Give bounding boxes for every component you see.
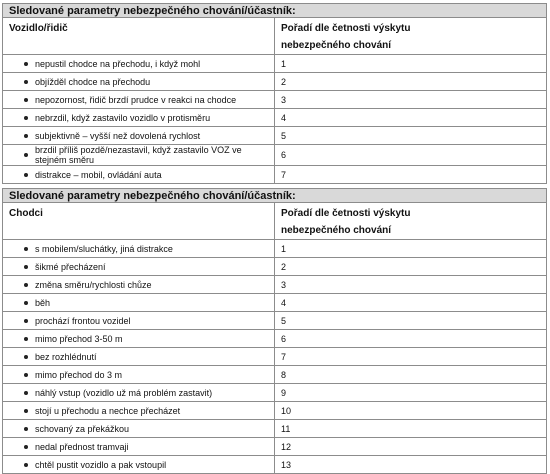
bullet-icon bbox=[24, 373, 28, 377]
bullet-icon bbox=[24, 80, 28, 84]
rank-cell: 5 bbox=[275, 312, 547, 330]
bullet-icon bbox=[24, 116, 28, 120]
behavior-cell bbox=[3, 366, 275, 384]
table-row bbox=[3, 348, 547, 366]
table-row bbox=[3, 312, 547, 330]
table-row bbox=[3, 456, 547, 474]
behavior-cell bbox=[3, 438, 275, 456]
rank-cell: 4 bbox=[275, 294, 547, 312]
table-caption: Sledované parametry nebezpečného chování/účastník: bbox=[3, 189, 547, 203]
table-row bbox=[3, 109, 547, 127]
bullet-icon bbox=[24, 247, 28, 251]
rank-cell: 7 bbox=[275, 166, 547, 184]
table-row bbox=[3, 240, 547, 258]
table-row bbox=[3, 91, 547, 109]
table-row bbox=[3, 402, 547, 420]
bullet-icon bbox=[24, 391, 28, 395]
table-row bbox=[3, 127, 547, 145]
behavior-cell bbox=[3, 145, 275, 166]
bullet-icon bbox=[24, 319, 28, 323]
bullet-icon bbox=[24, 409, 28, 413]
column-header-rank bbox=[275, 203, 547, 240]
behavior-text: prochází frontou vozidel bbox=[35, 315, 131, 326]
behavior-cell bbox=[3, 276, 275, 294]
bullet-icon bbox=[24, 98, 28, 102]
table-row bbox=[3, 366, 547, 384]
behavior-cell bbox=[3, 109, 275, 127]
bullet-icon bbox=[24, 301, 28, 305]
table-row bbox=[3, 145, 547, 166]
rank-cell: 1 bbox=[275, 240, 547, 258]
rank-cell: 3 bbox=[275, 91, 547, 109]
behavior-cell bbox=[3, 348, 275, 366]
table-row bbox=[3, 294, 547, 312]
column-header-pedestrians: Chodci bbox=[3, 203, 275, 240]
behavior-text: schovaný za překážkou bbox=[35, 423, 130, 434]
driver-behavior-table bbox=[2, 3, 547, 184]
behavior-cell bbox=[3, 240, 275, 258]
bullet-icon bbox=[24, 355, 28, 359]
behavior-cell bbox=[3, 312, 275, 330]
table-row bbox=[3, 276, 547, 294]
table-row bbox=[3, 166, 547, 184]
behavior-cell bbox=[3, 73, 275, 91]
rank-cell: 13 bbox=[275, 456, 547, 474]
behavior-text: nebrzdil, když zastavilo vozidlo v protisměru bbox=[35, 112, 211, 123]
behavior-cell bbox=[3, 420, 275, 438]
table-row bbox=[3, 384, 547, 402]
behavior-text: distrakce – mobil, ovládání auta bbox=[35, 169, 162, 180]
behavior-cell bbox=[3, 384, 275, 402]
behavior-text: šikmé přecházení bbox=[35, 261, 106, 272]
table-row bbox=[3, 55, 547, 73]
rank-cell: 2 bbox=[275, 73, 547, 91]
behavior-text: stojí u přechodu a nechce přecházet bbox=[35, 405, 181, 416]
bullet-icon bbox=[24, 463, 28, 467]
behavior-text: běh bbox=[35, 297, 51, 308]
table-row bbox=[3, 438, 547, 456]
rank-cell: 10 bbox=[275, 402, 547, 420]
bullet-icon bbox=[24, 445, 28, 449]
rank-header-line1: Pořadí dle četnosti výskytu bbox=[281, 208, 411, 219]
behavior-cell bbox=[3, 402, 275, 420]
behavior-text: bez rozhlédnutí bbox=[35, 351, 97, 362]
behavior-text: chtěl pustit vozidlo a pak vstoupil bbox=[35, 459, 167, 470]
rank-cell: 8 bbox=[275, 366, 547, 384]
rank-header-line2: nebezpečného chování bbox=[281, 225, 392, 236]
rank-cell: 6 bbox=[275, 145, 547, 166]
column-header-rank bbox=[275, 18, 547, 55]
behavior-text: brzdil příliš pozdě/nezastavil, když zastavilo VOZ ve stejném směru bbox=[35, 145, 242, 165]
behavior-text: mimo přechod do 3 m bbox=[35, 369, 123, 380]
bullet-icon bbox=[24, 265, 28, 269]
behavior-cell bbox=[3, 294, 275, 312]
behavior-cell bbox=[3, 127, 275, 145]
behavior-cell bbox=[3, 456, 275, 474]
pedestrian-behavior-table bbox=[2, 188, 547, 474]
bullet-icon bbox=[24, 427, 28, 431]
rank-cell: 2 bbox=[275, 258, 547, 276]
behavior-text: náhlý vstup (vozidlo už má problém zastavit) bbox=[35, 387, 213, 398]
behavior-text: objížděl chodce na přechodu bbox=[35, 76, 151, 87]
rank-cell: 7 bbox=[275, 348, 547, 366]
table-row bbox=[3, 330, 547, 348]
bullet-icon bbox=[24, 153, 28, 157]
behavior-cell bbox=[3, 91, 275, 109]
behavior-text: subjektivně – vyšší než dovolená rychlost bbox=[35, 130, 201, 141]
behavior-text: nepustil chodce na přechodu, i když mohl bbox=[35, 58, 201, 69]
table-row bbox=[3, 73, 547, 91]
bullet-icon bbox=[24, 134, 28, 138]
behavior-text: nepozornost, řidič brzdí prudce v reakci na chodce bbox=[35, 94, 237, 105]
rank-cell: 12 bbox=[275, 438, 547, 456]
table-row bbox=[3, 420, 547, 438]
table-caption: Sledované parametry nebezpečného chování/účastník: bbox=[3, 4, 547, 18]
behavior-cell bbox=[3, 55, 275, 73]
behavior-text: mimo přechod 3-50 m bbox=[35, 333, 123, 344]
behavior-cell bbox=[3, 330, 275, 348]
rank-cell: 4 bbox=[275, 109, 547, 127]
rank-cell: 1 bbox=[275, 55, 547, 73]
behavior-cell bbox=[3, 166, 275, 184]
behavior-cell bbox=[3, 258, 275, 276]
table-row bbox=[3, 258, 547, 276]
behavior-text: změna směru/rychlosti chůze bbox=[35, 279, 152, 290]
rank-cell: 6 bbox=[275, 330, 547, 348]
rank-cell: 11 bbox=[275, 420, 547, 438]
column-header-driver: Vozidlo/řidič bbox=[3, 18, 275, 55]
rank-cell: 5 bbox=[275, 127, 547, 145]
bullet-icon bbox=[24, 337, 28, 341]
rank-cell: 9 bbox=[275, 384, 547, 402]
rank-header-line1: Pořadí dle četnosti výskytu bbox=[281, 23, 411, 34]
bullet-icon bbox=[24, 62, 28, 66]
rank-cell: 3 bbox=[275, 276, 547, 294]
bullet-icon bbox=[24, 173, 28, 177]
behavior-text: nedal přednost tramvaji bbox=[35, 441, 129, 452]
bullet-icon bbox=[24, 283, 28, 287]
rank-header-line2: nebezpečného chování bbox=[281, 40, 392, 51]
behavior-text: s mobilem/sluchátky, jiná distrakce bbox=[35, 243, 173, 254]
